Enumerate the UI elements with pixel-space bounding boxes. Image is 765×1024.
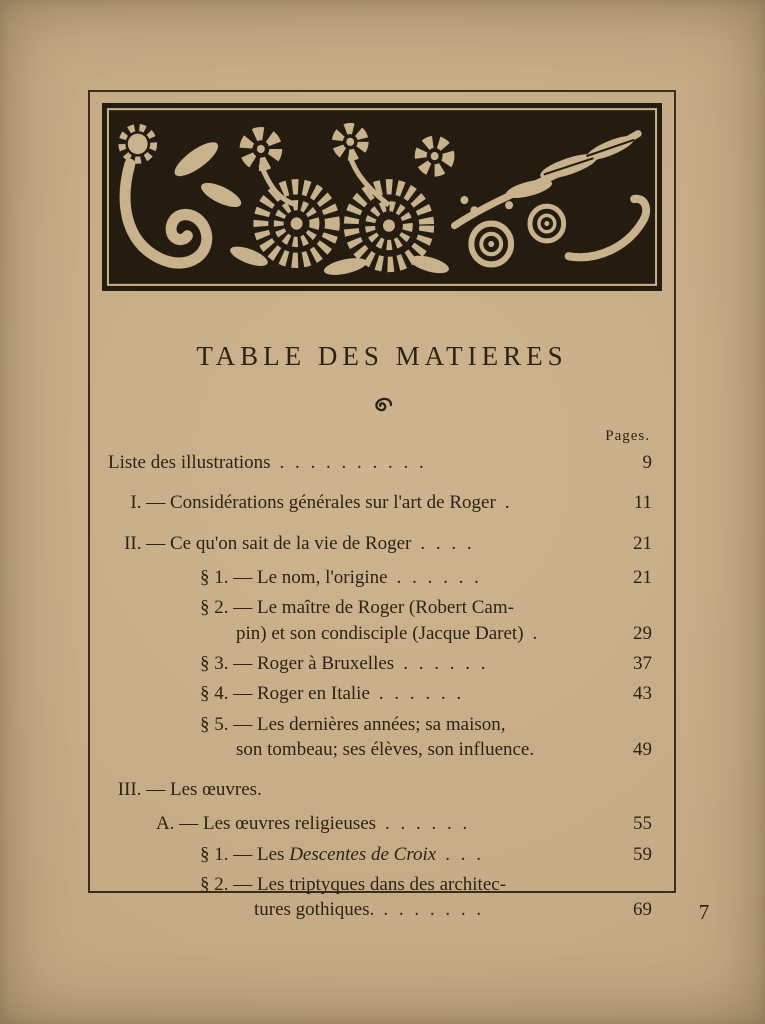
- entry-prefix: § 1. —: [200, 566, 257, 588]
- entry-text: Considérations générales sur l'art de Roger: [170, 492, 496, 514]
- dot-leader: . . . . . . . . . .: [279, 452, 427, 473]
- toc-entry: [108, 596, 652, 620]
- toc-entry: [108, 451, 652, 475]
- dot-leader: . . . . . . .: [383, 899, 485, 921]
- entry-text: Les Descentes de Croix: [257, 843, 437, 865]
- toc-entry: [108, 682, 652, 706]
- table-of-contents: [102, 451, 662, 923]
- page-number: 69: [633, 899, 652, 921]
- page-number: 21: [633, 566, 652, 588]
- entry-text: Le maître de Roger (Robert Cam-: [257, 597, 514, 619]
- entry-text: son tombeau; ses élèves, son influence.: [236, 738, 535, 760]
- dot-leader: . . . . . .: [385, 813, 471, 835]
- page-number: 49: [633, 738, 652, 760]
- dot-leader: . . . .: [420, 532, 475, 554]
- pages-column-label: Pages.: [605, 428, 650, 444]
- entry-text: Les triptyques dans des architec-: [257, 874, 507, 896]
- dot-leader: .: [532, 622, 541, 644]
- entry-prefix: A. —: [156, 813, 203, 835]
- page-number: 55: [633, 813, 652, 835]
- page-number: 43: [633, 683, 652, 705]
- entry-text: tures gothiques.: [254, 899, 375, 921]
- dot-leader: . . .: [445, 843, 484, 865]
- folio-page-number: 7: [698, 900, 710, 924]
- dot-leader: . . . . . .: [403, 652, 489, 674]
- entry-text: Les dernières années; sa maison,: [257, 713, 506, 735]
- toc-entry: [108, 812, 652, 836]
- entry-prefix: III. —: [117, 779, 170, 801]
- toc-entry-continuation: [108, 738, 652, 762]
- entry-prefix: § 2. —: [200, 597, 257, 619]
- entry-text: Le nom, l'origine: [257, 566, 388, 588]
- page-number: 37: [633, 652, 652, 674]
- entry-text: Ce qu'on sait de la vie de Roger: [170, 532, 412, 554]
- floral-woodcut-band-icon: [102, 103, 662, 291]
- toc-entry-continuation: [108, 898, 652, 922]
- dot-leader: . . . . . .: [396, 566, 482, 588]
- entry-prefix: I. —: [130, 492, 170, 514]
- toc-entry: [108, 491, 652, 515]
- entry-text: Roger en Italie: [257, 683, 370, 705]
- entry-text: Liste des illustrations: [108, 452, 271, 473]
- page-number: 21: [633, 532, 652, 554]
- entry-text: pin) et son condisciple (Jacque Daret): [236, 622, 524, 644]
- entry-prefix: § 2. —: [200, 874, 257, 896]
- toc-entry: [108, 532, 652, 556]
- entry-prefix: II. —: [124, 532, 170, 554]
- entry-text: Roger à Bruxelles: [257, 652, 395, 674]
- toc-entry: [108, 652, 652, 676]
- entry-prefix: § 4. —: [200, 683, 257, 705]
- page-number: 29: [633, 622, 652, 644]
- italic-title: Descentes de Croix: [289, 843, 437, 865]
- entry-text: Les œuvres.: [170, 779, 262, 801]
- fleuron-icon: [102, 396, 662, 416]
- page-number: 9: [642, 452, 652, 473]
- dot-leader: . . . . . .: [378, 683, 465, 705]
- entry-text: Les œuvres religieuses: [202, 813, 377, 835]
- page-number: 59: [633, 843, 652, 865]
- dot-leader: .: [504, 492, 513, 514]
- toc-entry: [108, 566, 652, 590]
- toc-entry: [108, 843, 652, 867]
- entry-prefix: § 1. —: [200, 843, 257, 865]
- entry-prefix: § 3. —: [200, 652, 257, 674]
- entry-prefix: § 5. —: [200, 713, 257, 735]
- page-title: TABLE DES MATIERES: [196, 341, 568, 371]
- toc-entry: [108, 713, 652, 737]
- toc-entry: [108, 873, 652, 897]
- toc-entry: [108, 778, 652, 802]
- page-number: 11: [633, 492, 652, 514]
- page-border-frame: [88, 90, 676, 921]
- toc-entry-continuation: [108, 622, 652, 646]
